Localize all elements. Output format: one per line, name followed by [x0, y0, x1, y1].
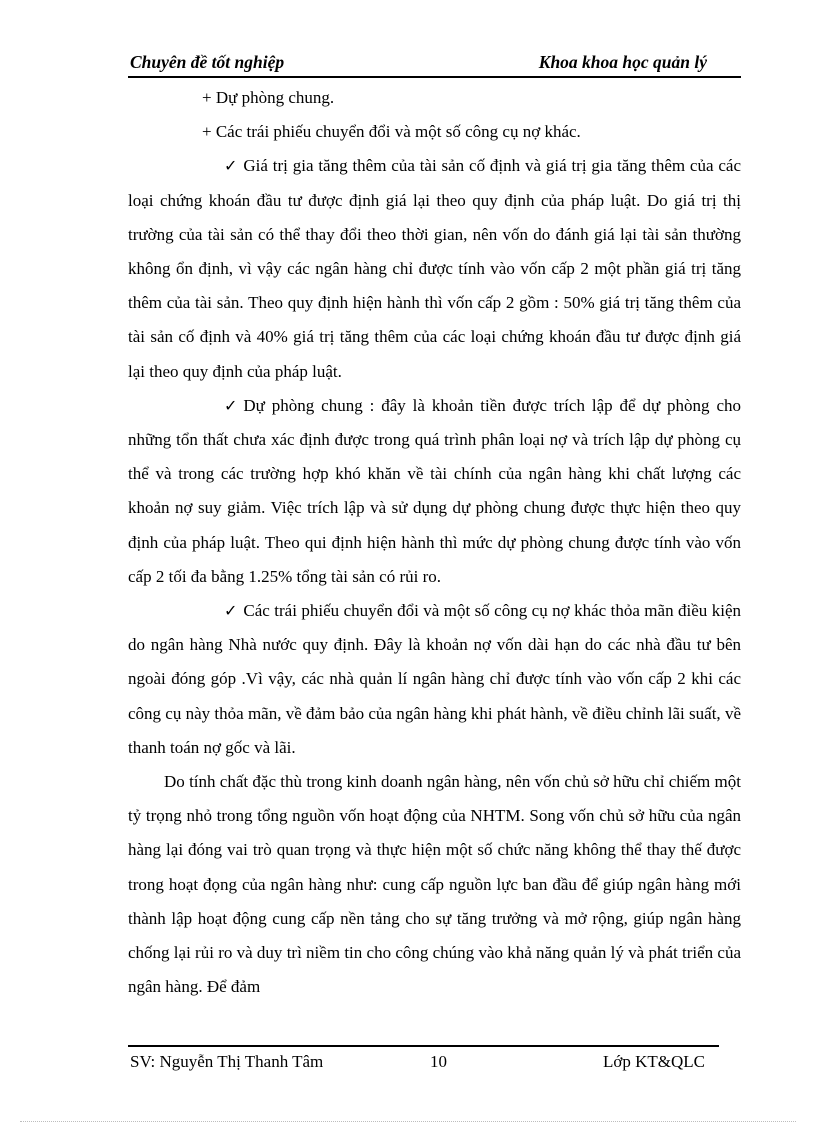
footer-page-number: 10	[430, 1052, 447, 1071]
bullet-reserve: + Dự phòng chung.	[202, 88, 335, 107]
checkmark-icon: ✓	[224, 601, 238, 621]
footer-student-name: SV: Nguyễn Thị Thanh Tâm	[130, 1052, 324, 1071]
paragraph-revaluation-text: Giá trị gia tăng thêm của tài sản cố định và giá trị gia tăng thêm của các loại chứng khoán đầu tư được định giá lại theo quy định của pháp luật. Do giá trị thị trường của tài sản có thể thay đổi theo thời gian, nên vốn do đánh giá lại tài sản thường không ổn định, vì vậy các ngân hàng chỉ được tính vào vốn cấp 2 một phần giá trị tăng thêm của tài sản. Theo quy định hiện hành thì vốn cấp 2 gồm : 50% giá trị tăng thêm của tài sản cố định và 40% giá trị tăng thêm của các loại chứng khoán đầu tư được định giá lại theo quy định của pháp luật.	[128, 156, 741, 381]
paragraph-general-reserve	[128, 389, 741, 594]
paragraph-convertible-bonds	[128, 594, 741, 765]
page-header	[128, 52, 741, 78]
checkmark-icon: ✓	[224, 395, 238, 415]
header-thesis-title: Chuyên đề tốt nghiệp	[130, 52, 285, 72]
bullet-convertible-bonds: + Các trái phiếu chuyển đổi và một số công cụ nợ khác.	[202, 122, 581, 142]
paragraph-convertible-bonds-text: Các trái phiếu chuyển đổi và một số công cụ nợ khác thỏa mãn điều kiện do ngân hàng Nhà nước quy định. Đây là khoản nợ vốn dài hạn do các nhà đầu tư bên ngoài đóng góp .Vì vậy, các nhà quản lí ngân hàng chỉ được tính vào vốn cấp 2 khi các công cụ này thỏa mãn, về đảm bảo của ngân hàng khi phát hành, về điều chỉnh lãi suất, về thanh toán nợ gốc và lãi.	[128, 601, 741, 757]
paragraph-revaluation	[128, 149, 741, 388]
document-body	[128, 81, 741, 1004]
page-edge-divider	[20, 1121, 796, 1122]
paragraph-general-reserve-text: Dự phòng chung : đây là khoản tiền được trích lập để dự phòng cho những tổn thất chưa xác định được trong quá trình phân loại nợ và trích lập dự phòng cụ thể và trong các trường hợp khó khăn về tài chính của ngân hàng khi chất lượng các khoản nợ suy giảm. Việc trích lập và sử dụng dự phòng chung được thực hiện theo quy định của pháp luật. Theo qui định hiện hành thì mức dự phòng chung được tính vào vốn cấp 2 tối đa bằng 1.25% tổng tài sản có rủi ro.	[128, 395, 741, 586]
page-footer	[128, 1045, 719, 1077]
footer-class: Lớp KT&QLC	[602, 1052, 705, 1071]
paragraph-equity-role: Do tính chất đặc thù trong kinh doanh ngân hàng, nên vốn chủ sở hữu chỉ chiếm một tỷ trọng nhỏ trong tổng nguồn vốn hoạt động của NHTM. Song vốn chủ sở hữu của ngân hàng lại đóng vai trò quan trọng và thực hiện một số chức năng không thể thay thế được trong hoạt đọng của ngân hàng như: cung cấp nguồn lực ban đầu để giúp ngân hàng mới thành lập hoạt động cung cấp nền tảng cho sự tăng trưởng và mở rộng, giúp ngân hàng chống lại rủi ro và duy trì niềm tin cho công chúng vào khả năng quản lý và phát triển của ngân hàng. Để đảm	[128, 772, 741, 997]
checkmark-icon: ✓	[224, 156, 238, 176]
header-faculty: Khoa khoa học quản lý	[538, 52, 707, 72]
